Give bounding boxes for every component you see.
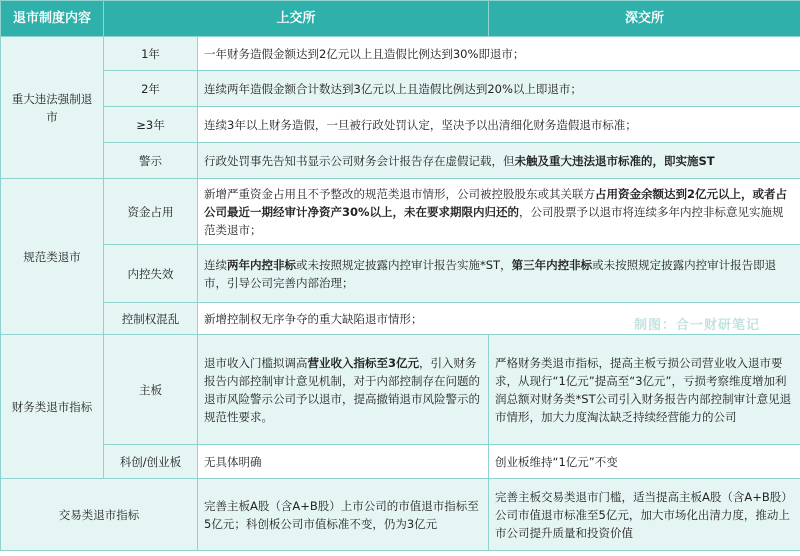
- szse-rule-text: 完善主板交易类退市门槛，适当提高主板A股（含A+B股）公司市值退市标准至5亿元，加大市场化出清力度，推动上市公司提升质量和投资价值: [489, 479, 800, 551]
- rule-text: 新增控制权无序争夺的重大缺陷退市情形；: [198, 303, 800, 335]
- table-row: [1, 179, 800, 245]
- sub-star-chinext: 科创/创业板: [104, 445, 198, 479]
- rule-text-part: 连续: [204, 257, 227, 272]
- category-normative: 规范类退市: [1, 179, 104, 335]
- table-row: [1, 303, 800, 335]
- sub-3-year: ≥3年: [104, 107, 198, 143]
- sub-internal-control: 内控失效: [104, 245, 198, 303]
- rule-text: 连续两年造假金额合计数达到3亿元以上且造假比例达到20%以上即退市；: [198, 71, 800, 107]
- table-row: [1, 245, 800, 303]
- category-major-violation: 重大违法强制退市: [1, 37, 104, 179]
- rule-text: [198, 179, 800, 245]
- category-trading: 交易类退市指标: [1, 479, 198, 551]
- rule-text-part: ，引入财务报告内部控制审计意见机制，对于内部控制存在问题的退市风险警示公司予以退市，提高撤销退市风险警示的规范性要求。: [204, 355, 480, 424]
- sub-main-board: 主板: [104, 335, 198, 445]
- rule-text-bold: 第三年内控非标: [511, 257, 593, 272]
- rule-text: 连续3年以上财务造假，一旦被行政处罚认定，坚决予以出清细化财务造假退市标准；: [198, 107, 800, 143]
- rule-text-part: 或未按照规定披露内控审计报告实施*ST，: [296, 257, 512, 272]
- rule-text-bold: 营业收入指标至3亿元: [307, 355, 420, 370]
- rule-text: [198, 143, 800, 179]
- sub-control-chaos: 控制权混乱: [104, 303, 198, 335]
- rule-text-bold: 两年内控非标: [227, 257, 296, 272]
- rule-text: [198, 245, 800, 303]
- header-row: [1, 1, 800, 37]
- rule-text-part: 新增严重资金占用且不予整改的规范类退市情形，公司被控股股东或其关联方: [204, 186, 595, 201]
- table-row: [1, 71, 800, 107]
- table-row: [1, 37, 800, 71]
- rule-text-part: ，公司股票予以退市将连续多年内控非标意见实施规范类退市；: [204, 204, 784, 237]
- table-row: [1, 479, 800, 551]
- header-content: 退市制度内容: [1, 1, 104, 37]
- table-row: [1, 445, 800, 479]
- szse-rule-text: 严格财务类退市指标，提高主板亏损公司营业收入退市要求，从现行“1亿元”提高至“3亿元”，亏损考察维度增加利润总额对财务类*ST公司引入财务报告内部控制审计意见退市情形，加大力度淘汰缺乏持续经营能力的公司: [489, 335, 800, 445]
- header-sse: 上交所: [104, 1, 489, 37]
- sub-fund-occupation: 资金占用: [104, 179, 198, 245]
- sse-rule-text: [198, 335, 489, 445]
- rule-text-part: 行政处罚事先告知书显示公司财务会计报告存在虚假记载，但: [204, 153, 515, 168]
- sse-rule-text: 无具体明确: [198, 445, 489, 479]
- rule-text-part: 退市收入门槛拟调高: [204, 355, 308, 370]
- table-row: [1, 107, 800, 143]
- rule-text: 一年财务造假金额达到2亿元以上且造假比例达到30%即退市；: [198, 37, 800, 71]
- rule-text-bold: 占用资金余额达到2亿元以上，或者占公司最近一期经审计净资产30%以上，未在要求期限内归还的: [204, 186, 787, 219]
- table-row: [1, 143, 800, 179]
- category-financial: 财务类退市指标: [1, 335, 104, 479]
- table-row: [1, 335, 800, 445]
- rule-text-part: 或未按照规定披露内控审计报告即退市，引导公司完善内部治理；: [204, 257, 777, 290]
- rule-text-bold: 未触及重大违法退市标准的，即实施ST: [514, 153, 715, 168]
- sub-warning: 警示: [104, 143, 198, 179]
- sse-rule-text: 完善主板A股（含A+B股）上市公司的市值退市指标至5亿元；科创板公司市值标准不变，仍为3亿元: [198, 479, 489, 551]
- header-szse: 深交所: [489, 1, 800, 37]
- szse-rule-text: 创业板维持“1亿元”不变: [489, 445, 800, 479]
- sub-1-year: 1年: [104, 37, 198, 71]
- sub-2-year: 2年: [104, 71, 198, 107]
- watermark: 制图：合一财研笔记: [633, 318, 760, 333]
